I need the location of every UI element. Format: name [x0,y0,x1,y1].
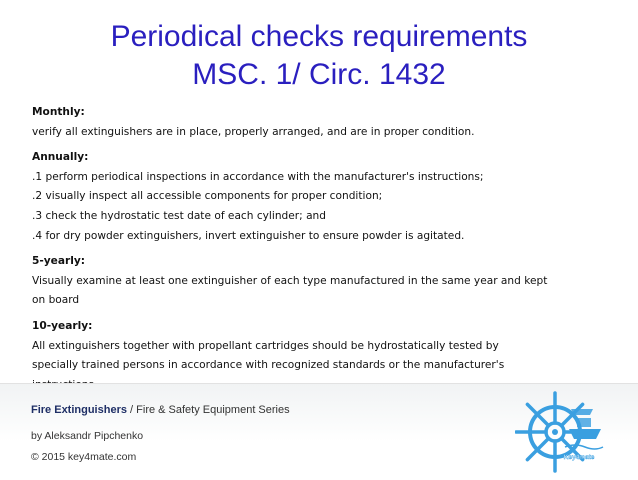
section-heading: 10-yearly: [32,319,93,332]
section-heading: Annually: [32,151,89,164]
section-monthly [32,103,618,142]
footer-series-title: Fire Extinguishers [31,404,127,416]
section-line: on board [32,294,80,307]
title-line-2: MSC. 1/ Circ. 1432 [192,58,446,91]
slide-footer [0,383,638,480]
title-line-1: Periodical checks requirements [110,20,528,53]
checks-content [32,103,618,401]
section-line: Visually examine at least one extinguisher of each type manufactured in the same year and kept [32,274,548,287]
section-line: .2 visually inspect all accessible components for proper condition; [32,190,383,203]
slide-title [0,18,638,94]
key4mate-logo [515,387,605,477]
section-annually [32,148,618,246]
footer-series [31,404,290,416]
section-heading: Monthly: [32,106,85,118]
footer-copyright: © 2015 key4mate.com [31,451,137,463]
footer-series-subtitle: / Fire & Safety Equipment Series [126,404,290,416]
section-line: All extinguishers together with propellant cartridges should be hydrostatically tested by [32,339,499,352]
section-heading: 5-yearly: [32,255,86,268]
logo-wordmark: Key4mate [563,454,595,461]
footer-author: by Aleksandr Pipchenko [31,430,144,442]
section-line: specially trained persons in accordance with recognized standards or the manufacturer's [32,359,505,372]
section-five-yearly [32,252,618,311]
section-line: verify all extinguishers are in place, properly arranged, and are in proper condition. [32,125,475,138]
section-line: .1 perform periodical inspections in accordance with the manufacturer's instructions; [32,170,484,183]
section-line: .4 for dry powder extinguishers, invert extinguisher to ensure powder is agitated. [32,229,465,242]
section-line: .3 check the hydrostatic test date of each cylinder; and [32,209,326,222]
